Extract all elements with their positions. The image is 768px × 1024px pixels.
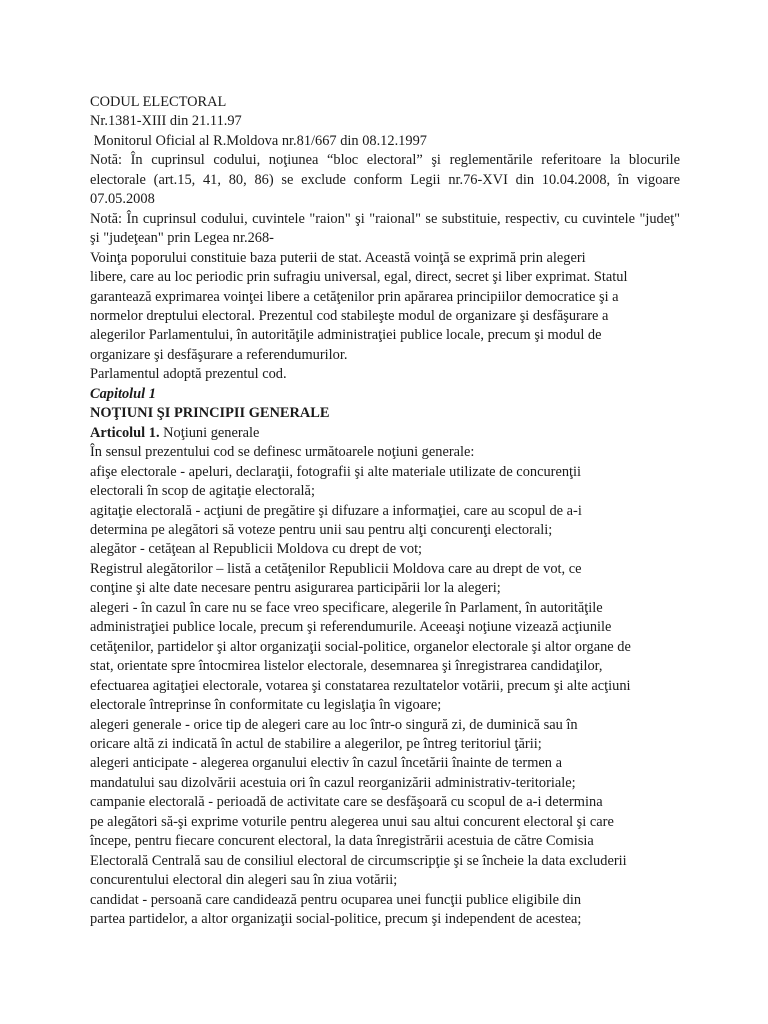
preamble-line: libere, care au loc periodic prin sufragiu universal, egal, direct, secret şi liber exprimat. Statul — [90, 269, 628, 286]
body-line: candidat - persoană care candidează pentru ocuparea unei funcţii publice eligibile din — [90, 891, 582, 908]
body-line: începe, pentru fiecare concurent electoral, la data înregistrării acestuia de către Comisia — [90, 833, 594, 850]
body-line: stat, orientate spre întocmirea listelor electorale, desemnarea şi înregistrarea candidaţilor, — [90, 658, 603, 675]
document-title: CODUL ELECTORAL — [90, 94, 227, 110]
article-heading — [90, 424, 680, 443]
chapter-heading: Capitolul 1 — [90, 385, 156, 402]
publication-reference: Monitorul Oficial al R.Moldova nr.81/667 din 08.12.1997 — [90, 132, 427, 149]
article-label: Articolul 1. — [90, 424, 160, 441]
body-line: alegeri - în cazul în care nu se face vreo specificare, alegerile în Parlament, în autorităţile — [90, 599, 603, 616]
body-line: cetăţenilor, partidelor şi altor organizaţii social-politice, organelor electorale şi altor organe de — [90, 638, 631, 655]
body-line: partea partidelor, a altor organizaţii social-politice, precum şi independent de acestea; — [90, 911, 582, 928]
body-line: administraţiei publice locale, precum şi referendumurile. Aceeaşi noţiune vizează acţiunile — [90, 619, 612, 636]
body-line: Registrul alegătorilor – listă a cetăţenilor Republicii Moldova care au drept de vot, ce — [90, 560, 582, 577]
body-line: electorale întreprinse în conformitate cu legislaţia în vigoare; — [90, 697, 442, 714]
body-line: alegător - cetăţean al Republicii Moldova cu drept de vot; — [90, 541, 423, 558]
body-line: În sensul prezentului cod se definesc următoarele noţiuni generale: — [90, 444, 475, 461]
body-line: concurentului electoral din alegeri sau în ziua votării; — [90, 872, 398, 889]
body-line: alegeri generale - orice tip de alegeri care au loc într-o singură zi, de duminică sau în — [90, 716, 578, 733]
body-line: Electorală Centrală sau de consiliul electoral de circumscripţie şi se încheie la data excluderii — [90, 852, 627, 869]
chapter-title: NOŢIUNI ŞI PRINCIPII GENERALE — [90, 405, 330, 422]
body-line: electorali în scop de agitaţie electorală; — [90, 483, 315, 500]
preamble-line: organizare şi desfăşurare a referendumurilor. — [90, 346, 348, 363]
note-raion-substitution: Notă: În cuprinsul codului, cuvintele "raion" şi "raional" se substituie, respectiv, cu cuvintele "judeţ" şi "judeţean" prin Legea nr.268- — [90, 210, 680, 247]
body-line: pe alegători să-şi exprime voturile pentru alegerea unui sau altui concurent electoral şi care — [90, 813, 614, 830]
article-title: Noţiuni generale — [159, 424, 260, 441]
preamble-line: Voinţa poporului constituie baza puterii de stat. Această voinţă se exprimă prin alegeri — [90, 249, 586, 266]
document-page — [90, 93, 680, 929]
note-bloc-electoral: Notă: În cuprinsul codului, noţiunea “bloc electoral” şi reglementările referitoare la blocurile electorale (art.15, 41, 80, 86) se exclude conform Legii nr.76-XVI din 10.04.2008, în vigoare 07.05.2008 — [90, 152, 680, 208]
preamble-line: Parlamentul adoptă prezentul cod. — [90, 366, 287, 383]
body-line: determina pe alegători să voteze pentru unii sau pentru alţi concurenţi electorali; — [90, 521, 553, 538]
body-line: efectuarea agitaţiei electorale, votarea şi constatarea rezultatelor votării, precum şi alte acţiuni — [90, 677, 631, 694]
body-line: campanie electorală - perioadă de activitate care se desfăşoară cu scopul de a-i determina — [90, 794, 603, 811]
body-line: mandatului sau dizolvării acestuia ori în cazul reorganizării administrativ-teritoriale; — [90, 774, 576, 791]
preamble-line: normelor dreptului electoral. Prezentul cod stabileşte modul de organizare şi desfăşurare a — [90, 307, 609, 324]
body-line: conţine şi alte date necesare pentru asigurarea participării lor la alegeri; — [90, 580, 501, 597]
body-line: alegeri anticipate - alegerea organului electiv în cazul încetării înainte de termen a — [90, 755, 562, 772]
body-line: afişe electorale - apeluri, declaraţii, fotografii şi alte materiale utilizate de concurenţii — [90, 463, 582, 480]
body-line: oricare altă zi indicată în actul de stabilire a alegerilor, pe întreg teritoriul ţării; — [90, 735, 542, 752]
document-number: Nr.1381-XIII din 21.11.97 — [90, 113, 242, 130]
preamble-line: alegerilor Parlamentului, în autorităţile administraţiei publice locale, precum şi modul de — [90, 327, 602, 344]
body-line: agitaţie electorală - acţiuni de pregătire şi difuzare a informaţiei, care au scopul de a-i — [90, 502, 582, 519]
preamble-line: garantează exprimarea voinţei libere a cetăţenilor prin apărarea principiilor democratice şi a — [90, 288, 619, 305]
